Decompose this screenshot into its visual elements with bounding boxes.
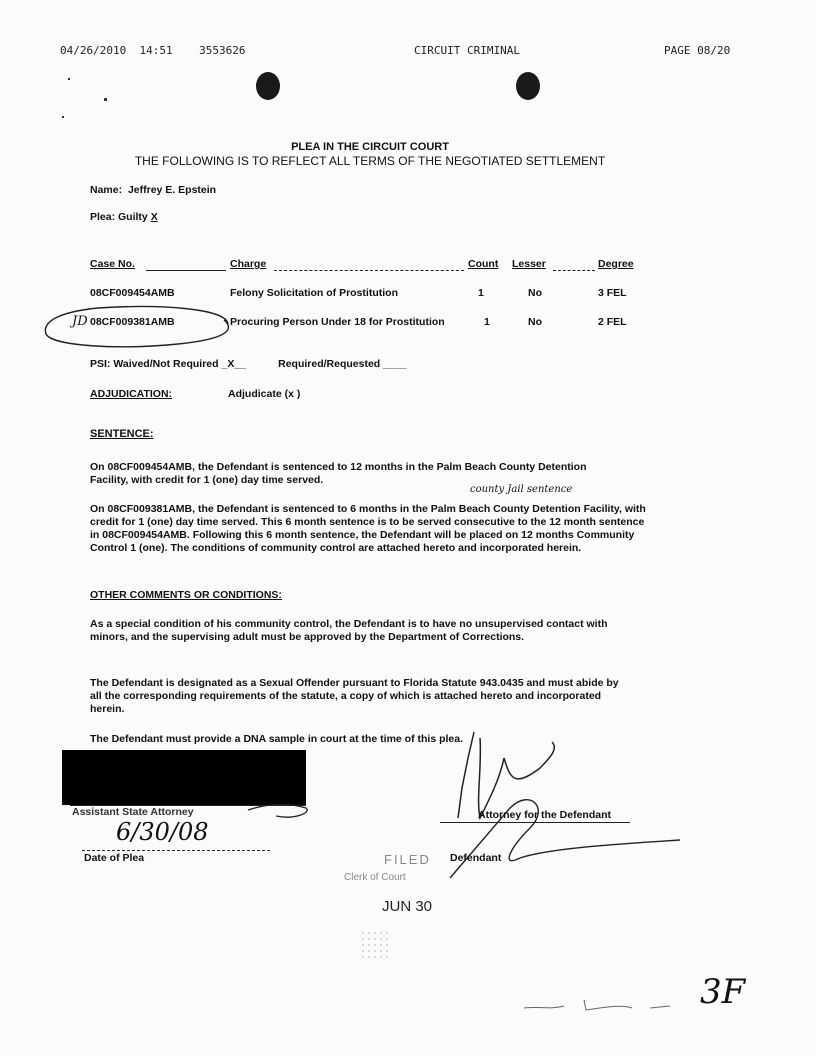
- document-title: PLEA IN THE CIRCUIT COURT: [291, 141, 449, 153]
- row1-lesser: No: [528, 287, 542, 299]
- row2-charge: Procuring Person Under 18 for Prostitution: [230, 316, 445, 328]
- asa-label: Assistant State Attorney: [72, 806, 194, 818]
- plea-line: [90, 211, 158, 224]
- plea-label: Plea: Guilty: [90, 211, 148, 223]
- clerk-stamp: Clerk of Court: [344, 872, 406, 883]
- faint-stamp-texture: [360, 930, 390, 960]
- sentence-heading: SENTENCE:: [90, 428, 154, 440]
- psi-label: PSI:: [90, 358, 111, 370]
- row1-degree: 3 FEL: [598, 287, 627, 299]
- header-case-no: Case No.: [90, 258, 135, 270]
- plea-date-handwritten: 6/30/08: [116, 818, 209, 846]
- attorney-label: Attorney for the Defendant: [478, 809, 612, 821]
- fax-number: 3553626: [199, 44, 246, 57]
- row2-degree: 2 FEL: [598, 316, 627, 328]
- header-rule: [274, 270, 464, 271]
- document-subtitle: THE FOLLOWING IS TO REFLECT ALL TERMS OF THE NEGOTIATED SETTLEMENT: [134, 154, 606, 168]
- footer-scribble: [520, 990, 680, 1020]
- adjudication-value: Adjudicate (x ): [228, 388, 301, 400]
- psi-required-label: Required/Requested: [278, 358, 381, 370]
- row1-charge: Felony Solicitation of Prostitution: [230, 287, 398, 299]
- row2-case-no: 08CF009381AMB: [90, 316, 175, 328]
- handwritten-note: county Jail sentence: [470, 484, 573, 495]
- name-line: [90, 184, 216, 197]
- signature-scribble: [246, 794, 316, 824]
- sentence-para-1: On 08CF009454AMB, the Defendant is sentenced to 12 months in the Palm Beach County Detention Facility, with credit for 1 (one) day time served.: [90, 461, 587, 486]
- psi-waived-mark: _X__: [221, 358, 247, 370]
- handdrawn-circle: [38, 298, 238, 354]
- name-label: Name:: [90, 184, 123, 196]
- psi-waived-label: Waived/Not Required: [113, 358, 219, 370]
- stamp-date: JUN 30: [382, 898, 433, 915]
- other-para-1: As a special condition of his community control, the Defendant is to have no unsupervised contact with minors, and the supervising adult must be approved by the Department of Corrections.: [90, 618, 608, 643]
- adjudication-label: ADJUDICATION:: [90, 388, 173, 400]
- fax-page: PAGE 08/20: [664, 44, 731, 57]
- row2-lesser: No: [528, 316, 542, 328]
- fax-department: CIRCUIT CRIMINAL: [414, 44, 520, 57]
- header-count: Count: [468, 258, 499, 270]
- row1-count: 1: [478, 287, 484, 299]
- margin-initials: JD: [72, 314, 88, 329]
- header-rule: [553, 270, 595, 271]
- header-charge: Charge: [230, 258, 267, 270]
- header-rule: [146, 270, 226, 271]
- fax-time: 14:51: [139, 44, 173, 57]
- punch-hole-right: [516, 72, 540, 100]
- header-lesser: Lesser: [512, 258, 546, 270]
- attorney-signature-line: [440, 822, 630, 823]
- plea-mark: X: [150, 211, 158, 223]
- footer-handwriting: 3F: [700, 972, 746, 1012]
- header-degree: Degree: [598, 258, 634, 270]
- row2-count: 1: [484, 316, 490, 328]
- other-heading: OTHER COMMENTS OR CONDITIONS:: [90, 589, 282, 601]
- filed-stamp: FILED: [384, 852, 431, 867]
- defendant-label: Defendant: [450, 852, 502, 864]
- speckle: [62, 116, 64, 118]
- speckle: [68, 78, 70, 80]
- speckle: [104, 98, 107, 101]
- psi-required-mark: ____: [383, 358, 407, 370]
- punch-hole-left: [256, 72, 280, 100]
- name-value: Jeffrey E. Epstein: [127, 184, 217, 196]
- psi-line: [90, 358, 407, 371]
- fax-date: 04/26/2010: [60, 44, 127, 57]
- sentence-para-2: On 08CF009381AMB, the Defendant is sentenced to 6 months in the Palm Beach County Detention Facility, with credit for 1 (one) day time served. This 6 month sentence is to be served consecutive to the 12 month sentence in 08CF009454AMB. Following this 6 month sentence, the Defendant will be placed on 12 months Community Control 1 (one). The conditions of community control are attached hereto and incorporated herein.: [90, 503, 646, 554]
- other-para-2: The Defendant is designated as a Sexual Offender pursuant to Florida Statute 943.0435 and must abide by all the corresponding requirements of the statute, a copy of which is attached hereto and incorporated herein.: [90, 677, 619, 715]
- date-line: [82, 850, 270, 851]
- other-para-3: The Defendant must provide a DNA sample in court at the time of this plea.: [90, 733, 464, 745]
- row1-case-no: 08CF009454AMB: [90, 287, 175, 299]
- date-label: Date of Plea: [84, 852, 145, 864]
